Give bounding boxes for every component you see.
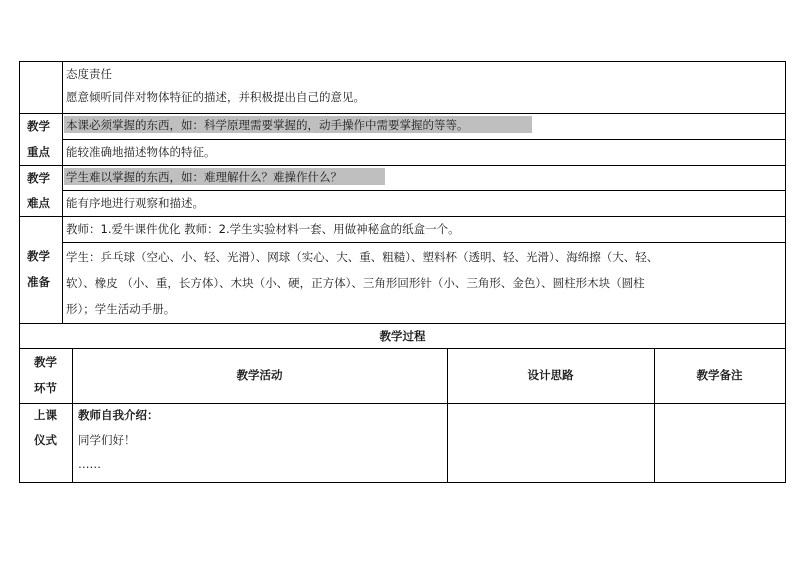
attitude-title: 态度责任: [66, 67, 112, 81]
header-stage-1: 教学: [34, 355, 57, 369]
row-divider: [19, 348, 786, 349]
difficulties-label-2: 难点: [27, 196, 50, 210]
header-notes: 教学备注: [696, 368, 743, 382]
preparation-label-1: 教学: [27, 249, 50, 263]
key-points-label-1: 教学: [27, 119, 50, 133]
row-divider: [62, 139, 786, 140]
table-border-top: [19, 61, 786, 62]
row-activity-line: 教师自我介绍：: [78, 408, 159, 422]
row-divider: [19, 113, 786, 114]
column-divider: [62, 61, 63, 323]
row-activity-line: ……: [78, 457, 101, 471]
difficulties-label-1: 教学: [27, 171, 50, 185]
row-divider: [62, 190, 786, 191]
preparation-student-line-3: 形）；学生活动手册。: [66, 302, 176, 316]
table-border-bottom: [19, 482, 786, 483]
row-activity-line: 同学们好！: [78, 433, 136, 447]
row-stage-1: 上课: [34, 408, 57, 422]
header-activity: 教学活动: [236, 368, 283, 382]
row-divider: [19, 165, 786, 166]
attitude-text: 愿意倾听同伴对物体特征的描述，并积极提出自己的意见。: [66, 90, 365, 104]
preparation-label-2: 准备: [27, 275, 50, 289]
preparation-student-line-2: 软）、橡皮 （小、重，长方体）、木块（小、硬，正方体）、三角形回形针（小、三角形、金色）、圆柱形木块（圆柱: [66, 276, 645, 290]
header-stage-2: 环节: [34, 381, 57, 395]
process-title: 教学过程: [379, 329, 426, 343]
header-design: 设计思路: [527, 368, 574, 382]
row-stage-2: 仪式: [34, 433, 57, 447]
table-border-right: [785, 61, 786, 483]
difficulties-text: 能有序地进行观察和描述。: [66, 196, 204, 210]
preparation-student-line-1: 学生：乒乓球（空心、小、轻、光滑）、网球（实心、大、重、粗糙）、塑料杯（透明、轻、光滑）、海绵擦（大、轻、: [66, 250, 659, 264]
row-divider: [19, 216, 786, 217]
key-points-label-2: 重点: [27, 145, 50, 159]
key-points-text: 能较准确地描述物体的特征。: [66, 145, 216, 159]
row-divider: [19, 323, 786, 324]
difficulties-note: 学生难以掌握的东西，如：难理解什么？难操作什么？: [66, 170, 342, 184]
row-divider: [62, 242, 786, 243]
preparation-teacher: 教师：1.爱牛课件优化 教师：2.学生实验材料一套、用做神秘盒的纸盒一个。: [66, 222, 460, 236]
key-points-note: 本课必须掌握的东西，如：科学原理需要掌握的，动手操作中需要掌握的等等。: [66, 118, 469, 132]
row-divider: [19, 403, 786, 404]
